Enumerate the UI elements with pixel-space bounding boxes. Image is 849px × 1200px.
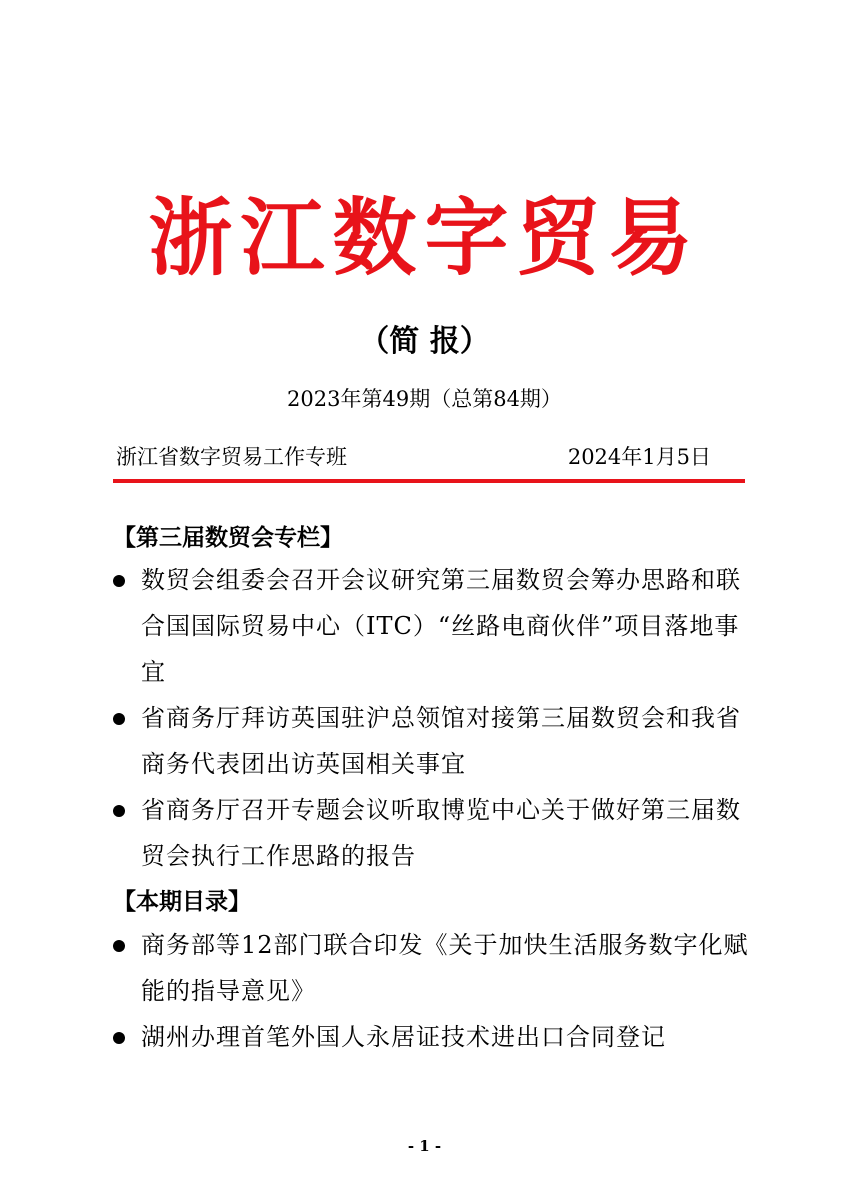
masthead-title: 浙江数字贸易 bbox=[148, 188, 701, 287]
list-item bbox=[113, 1014, 753, 1060]
list-item bbox=[113, 557, 753, 695]
contents-list bbox=[113, 922, 753, 1060]
bullet-icon bbox=[113, 940, 125, 952]
section-heading-contents: 【本期目录】 bbox=[113, 889, 251, 915]
bullet-icon bbox=[113, 805, 125, 817]
list-item-text: 省商务厅召开专题会议听取博览中心关于做好第三届数贸会执行工作思路的报告 bbox=[141, 796, 741, 870]
page-number: - 1 - bbox=[407, 1137, 442, 1155]
list-item-text: 省商务厅拜访英国驻沪总领馆对接第三届数贸会和我省商务代表团出访英国相关事宜 bbox=[141, 704, 741, 778]
list-item bbox=[113, 787, 753, 879]
list-item bbox=[113, 922, 753, 1014]
header-divider bbox=[113, 479, 745, 483]
publish-date: 2024年1月5日 bbox=[567, 445, 711, 469]
issue-number: 2023年第49期（总第84期） bbox=[287, 387, 562, 411]
document-subtitle: （简 报） bbox=[359, 324, 490, 359]
section-heading-special-column: 【第三届数贸会专栏】 bbox=[113, 525, 343, 551]
list-item-text: 商务部等12部门联合印发《关于加快生活服务数字化赋能的指导意见》 bbox=[141, 931, 749, 1005]
list-item-text: 数贸会组委会召开会议研究第三届数贸会筹办思路和联合国国际贸易中心（ITC）“丝路电商伙伴”项目落地事宜 bbox=[141, 566, 741, 686]
bullet-icon bbox=[113, 1032, 125, 1044]
bullet-icon bbox=[113, 575, 125, 587]
publisher-name: 浙江省数字贸易工作专班 bbox=[116, 445, 347, 469]
bullet-icon bbox=[113, 713, 125, 725]
list-item-text: 湖州办理首笔外国人永居证技术进出口合同登记 bbox=[141, 1023, 666, 1051]
special-column-list bbox=[113, 557, 753, 879]
list-item bbox=[113, 695, 753, 787]
